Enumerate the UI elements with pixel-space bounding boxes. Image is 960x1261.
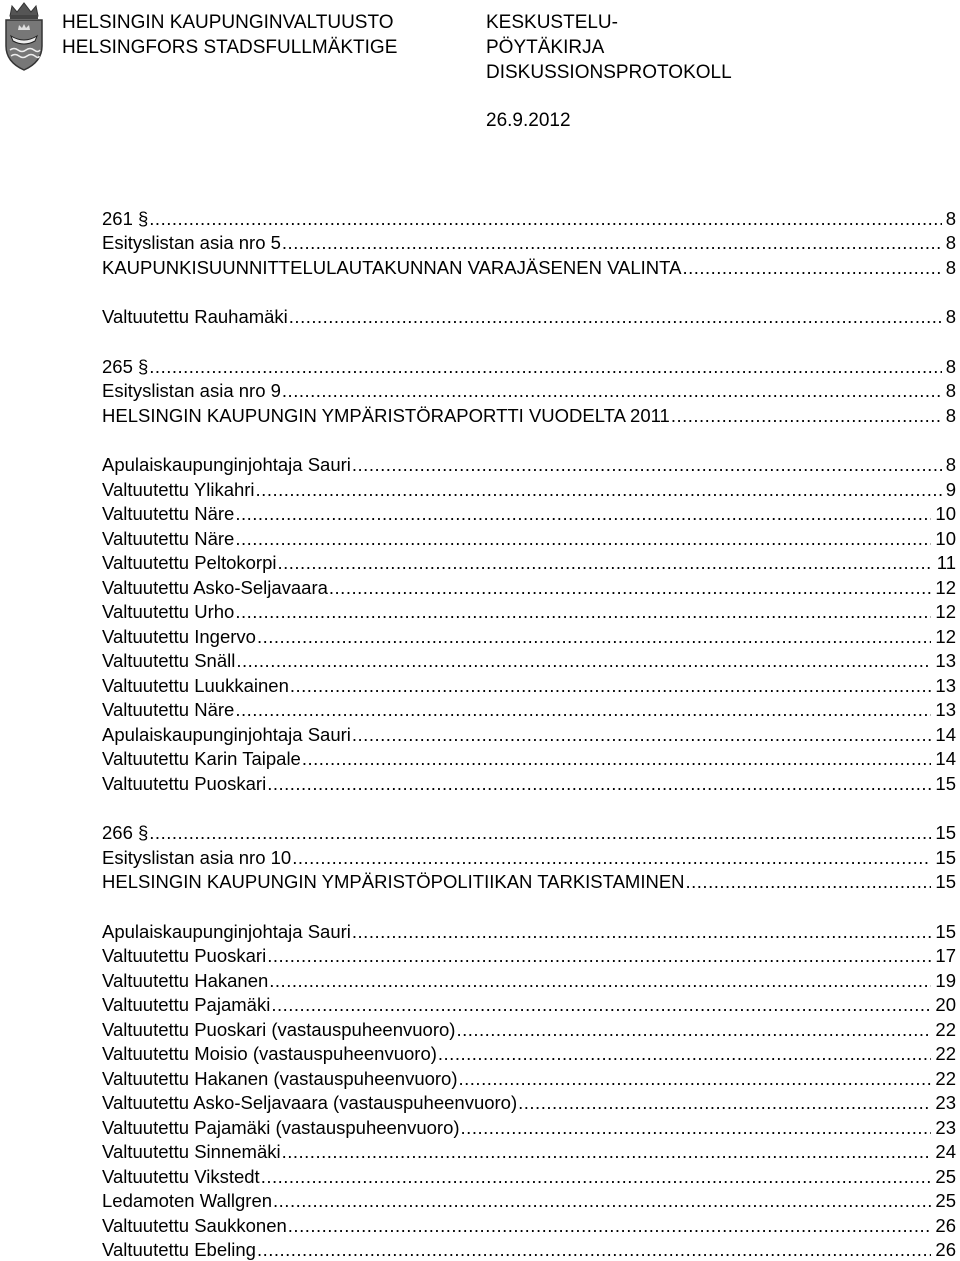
toc-entry-page: 22 [935, 1043, 956, 1065]
toc-leader-dots [456, 1019, 931, 1041]
toc-leader-dots [518, 1092, 931, 1114]
toc-entry-title: Esityslistan asia nro 5 [102, 232, 281, 254]
toc-entry-page: 15 [935, 871, 956, 893]
toc-leader-dots [269, 970, 931, 992]
toc-leader-dots [261, 1166, 932, 1188]
toc-entry-page: 8 [946, 380, 956, 402]
toc-entry-page: 9 [946, 479, 956, 501]
toc-leader-dots [289, 306, 942, 328]
toc-entry-title: 266 § [102, 822, 148, 844]
toc-leader-dots [149, 356, 941, 378]
toc-entry[interactable] [102, 452, 956, 477]
toc-entry[interactable] [102, 746, 956, 771]
toc-entry-title: Valtuutettu Sinnemäki [102, 1141, 281, 1163]
toc-entry[interactable] [102, 820, 956, 845]
toc-entry[interactable] [102, 378, 956, 403]
toc-entry[interactable] [102, 721, 956, 746]
toc-leader-dots [235, 699, 931, 721]
toc-entry[interactable] [102, 1188, 956, 1213]
toc-entry-title: 261 § [102, 208, 148, 230]
toc-entry-title: Valtuutettu Näre [102, 528, 234, 550]
toc-entry[interactable] [102, 550, 956, 575]
toc-leader-dots [282, 232, 942, 254]
toc-entry[interactable] [102, 943, 956, 968]
toc-leader-dots [282, 380, 942, 402]
toc-entry-title: Esityslistan asia nro 10 [102, 847, 291, 869]
toc-entry-page: 26 [935, 1215, 956, 1237]
toc-leader-dots [682, 257, 941, 279]
toc-entry-title: Valtuutettu Karin Taipale [102, 748, 301, 770]
toc-entry-page: 14 [935, 724, 956, 746]
toc-entry[interactable] [102, 672, 956, 697]
toc-entry[interactable] [102, 1163, 956, 1188]
toc-leader-dots [329, 577, 932, 599]
toc-entry-page: 15 [935, 921, 956, 943]
organization-name-fi: HELSINGIN KAUPUNGINVALTUUSTO [62, 10, 397, 35]
toc-entry-title: KAUPUNKISUUNNITTELULAUTAKUNNAN VARAJÄSENEN VALINTA [102, 257, 681, 279]
toc-entry-page: 8 [946, 454, 956, 476]
toc-entry-title: Valtuutettu Näre [102, 699, 234, 721]
toc-entry[interactable] [102, 1237, 956, 1261]
toc-entry[interactable] [102, 869, 956, 894]
toc-entry-title: Valtuutettu Ingervo [102, 626, 256, 648]
toc-entry[interactable] [102, 1114, 956, 1139]
toc-entry-page: 23 [935, 1092, 956, 1114]
toc-entry-title: Valtuutettu Rauhamäki [102, 306, 288, 328]
toc-entry[interactable] [102, 205, 956, 230]
toc-entry[interactable] [102, 599, 956, 624]
toc-entry[interactable] [102, 1212, 956, 1237]
toc-entry[interactable] [102, 1090, 956, 1115]
toc-leader-dots [671, 405, 942, 427]
table-of-contents [102, 205, 956, 1261]
toc-entry[interactable] [102, 304, 956, 329]
toc-entry-page: 8 [946, 257, 956, 279]
toc-entry-page: 22 [935, 1068, 956, 1090]
toc-entry[interactable] [102, 770, 956, 795]
toc-entry-page: 11 [937, 552, 956, 574]
toc-leader-dots [438, 1043, 932, 1065]
toc-entry-page: 8 [946, 306, 956, 328]
toc-leader-dots [273, 1190, 931, 1212]
toc-entry-page: 25 [935, 1166, 956, 1188]
toc-leader-dots [236, 650, 931, 672]
toc-leader-dots [352, 454, 942, 476]
toc-entry[interactable] [102, 844, 956, 869]
toc-entry-page: 15 [935, 773, 956, 795]
toc-entry-page: 12 [935, 601, 956, 623]
toc-leader-dots [288, 1215, 932, 1237]
toc-entry-title: Valtuutettu Näre [102, 503, 234, 525]
toc-leader-dots [149, 208, 941, 230]
toc-entry-page: 24 [935, 1141, 956, 1163]
toc-entry-page: 8 [946, 208, 956, 230]
toc-leader-dots [282, 1141, 932, 1163]
toc-entry[interactable] [102, 648, 956, 673]
toc-entry-page: 10 [935, 528, 956, 550]
toc-entry-page: 12 [935, 626, 956, 648]
toc-leader-dots [459, 1068, 932, 1090]
toc-entry-title: Valtuutettu Ylikahri [102, 479, 255, 501]
toc-leader-dots [292, 847, 931, 869]
document-type [486, 10, 732, 85]
toc-leader-dots [256, 479, 942, 501]
toc-entry-page: 26 [935, 1239, 956, 1261]
toc-leader-dots [271, 994, 931, 1016]
toc-entry-page: 14 [935, 748, 956, 770]
document-header [0, 0, 960, 140]
toc-entry-title: Valtuutettu Puoskari (vastauspuheenvuoro) [102, 1019, 455, 1041]
toc-entry[interactable] [102, 623, 956, 648]
toc-entry-title: Valtuutettu Pajamäki (vastauspuheenvuoro) [102, 1117, 460, 1139]
toc-leader-dots [352, 724, 932, 746]
toc-entry-title: Valtuutettu Puoskari [102, 773, 266, 795]
toc-leader-dots [267, 773, 931, 795]
toc-leader-dots [267, 945, 931, 967]
toc-leader-dots [235, 528, 931, 550]
toc-entry-title: Valtuutettu Puoskari [102, 945, 266, 967]
toc-entry-title: Valtuutettu Pajamäki [102, 994, 270, 1016]
toc-entry-title: Valtuutettu Luukkainen [102, 675, 289, 697]
toc-entry-page: 23 [935, 1117, 956, 1139]
toc-entry-title: HELSINGIN KAUPUNGIN YMPÄRISTÖRAPORTTI VUODELTA 2011 [102, 405, 670, 427]
toc-leader-dots [352, 921, 932, 943]
toc-entry-title: Valtuutettu Asko-Seljavaara (vastauspuheenvuoro) [102, 1092, 517, 1114]
toc-entry-title: Ledamoten Wallgren [102, 1190, 272, 1212]
toc-leader-dots [686, 871, 932, 893]
toc-entry-title: Valtuutettu Saukkonen [102, 1215, 287, 1237]
toc-leader-dots [235, 503, 931, 525]
toc-entry-page: 8 [946, 232, 956, 254]
toc-entry[interactable] [102, 254, 956, 279]
toc-leader-dots [235, 601, 931, 623]
toc-leader-dots [149, 822, 931, 844]
toc-entry-title: Esityslistan asia nro 9 [102, 380, 281, 402]
toc-entry-title: Valtuutettu Hakanen [102, 970, 268, 992]
toc-entry-page: 8 [946, 405, 956, 427]
document-type-line: KESKUSTELU- [486, 10, 732, 35]
toc-entry[interactable] [102, 1065, 956, 1090]
toc-entry-title: Valtuutettu Peltokorpi [102, 552, 277, 574]
toc-entry[interactable] [102, 992, 956, 1017]
toc-entry-title: 265 § [102, 356, 148, 378]
toc-entry[interactable] [102, 525, 956, 550]
toc-entry[interactable] [102, 967, 956, 992]
toc-entry-title: HELSINGIN KAUPUNGIN YMPÄRISTÖPOLITIIKAN TARKISTAMINEN [102, 871, 685, 893]
toc-entry-page: 12 [935, 577, 956, 599]
toc-leader-dots [257, 626, 931, 648]
toc-entry-page: 13 [935, 675, 956, 697]
toc-entry-page: 19 [935, 970, 956, 992]
toc-entry[interactable] [102, 1016, 956, 1041]
toc-entry-page: 15 [935, 847, 956, 869]
toc-entry-page: 20 [935, 994, 956, 1016]
toc-entry-title: Valtuutettu Asko-Seljavaara [102, 577, 328, 599]
toc-entry-page: 25 [935, 1190, 956, 1212]
toc-entry-title: Valtuutettu Snäll [102, 650, 235, 672]
document-date: 26.9.2012 [486, 108, 571, 133]
toc-entry-title: Apulaiskaupunginjohtaja Sauri [102, 724, 351, 746]
toc-entry-title: Valtuutettu Urho [102, 601, 234, 623]
toc-entry[interactable] [102, 918, 956, 943]
toc-entry-page: 17 [935, 945, 956, 967]
toc-entry[interactable] [102, 574, 956, 599]
toc-entry-title: Valtuutettu Hakanen (vastauspuheenvuoro) [102, 1068, 458, 1090]
organization-name-sv: HELSINGFORS STADSFULLMÄKTIGE [62, 35, 397, 60]
toc-entry-page: 10 [935, 503, 956, 525]
helsinki-coat-of-arms-icon [2, 0, 46, 72]
toc-entry[interactable] [102, 230, 956, 255]
document-type-line: DISKUSSIONSPROTOKOLL [486, 60, 732, 85]
toc-entry-title: Valtuutettu Moisio (vastauspuheenvuoro) [102, 1043, 437, 1065]
document-type-line: PÖYTÄKIRJA [486, 35, 732, 60]
toc-entry[interactable] [102, 501, 956, 526]
toc-entry[interactable] [102, 353, 956, 378]
toc-entry-title: Apulaiskaupunginjohtaja Sauri [102, 921, 351, 943]
toc-entry-title: Apulaiskaupunginjohtaja Sauri [102, 454, 351, 476]
toc-leader-dots [302, 748, 932, 770]
toc-entry-page: 13 [935, 650, 956, 672]
toc-entry[interactable] [102, 476, 956, 501]
toc-entry[interactable] [102, 1041, 956, 1066]
toc-entry[interactable] [102, 402, 956, 427]
toc-leader-dots [278, 552, 933, 574]
toc-entry[interactable] [102, 1139, 956, 1164]
toc-entry-page: 22 [935, 1019, 956, 1041]
toc-entry-page: 15 [935, 822, 956, 844]
toc-entry-title: Valtuutettu Ebeling [102, 1239, 256, 1261]
toc-entry-page: 13 [935, 699, 956, 721]
toc-leader-dots [461, 1117, 932, 1139]
organization-name [62, 10, 397, 60]
toc-leader-dots [290, 675, 932, 697]
toc-entry-page: 8 [946, 356, 956, 378]
toc-entry[interactable] [102, 697, 956, 722]
toc-entry-title: Valtuutettu Vikstedt [102, 1166, 260, 1188]
toc-leader-dots [257, 1239, 931, 1261]
